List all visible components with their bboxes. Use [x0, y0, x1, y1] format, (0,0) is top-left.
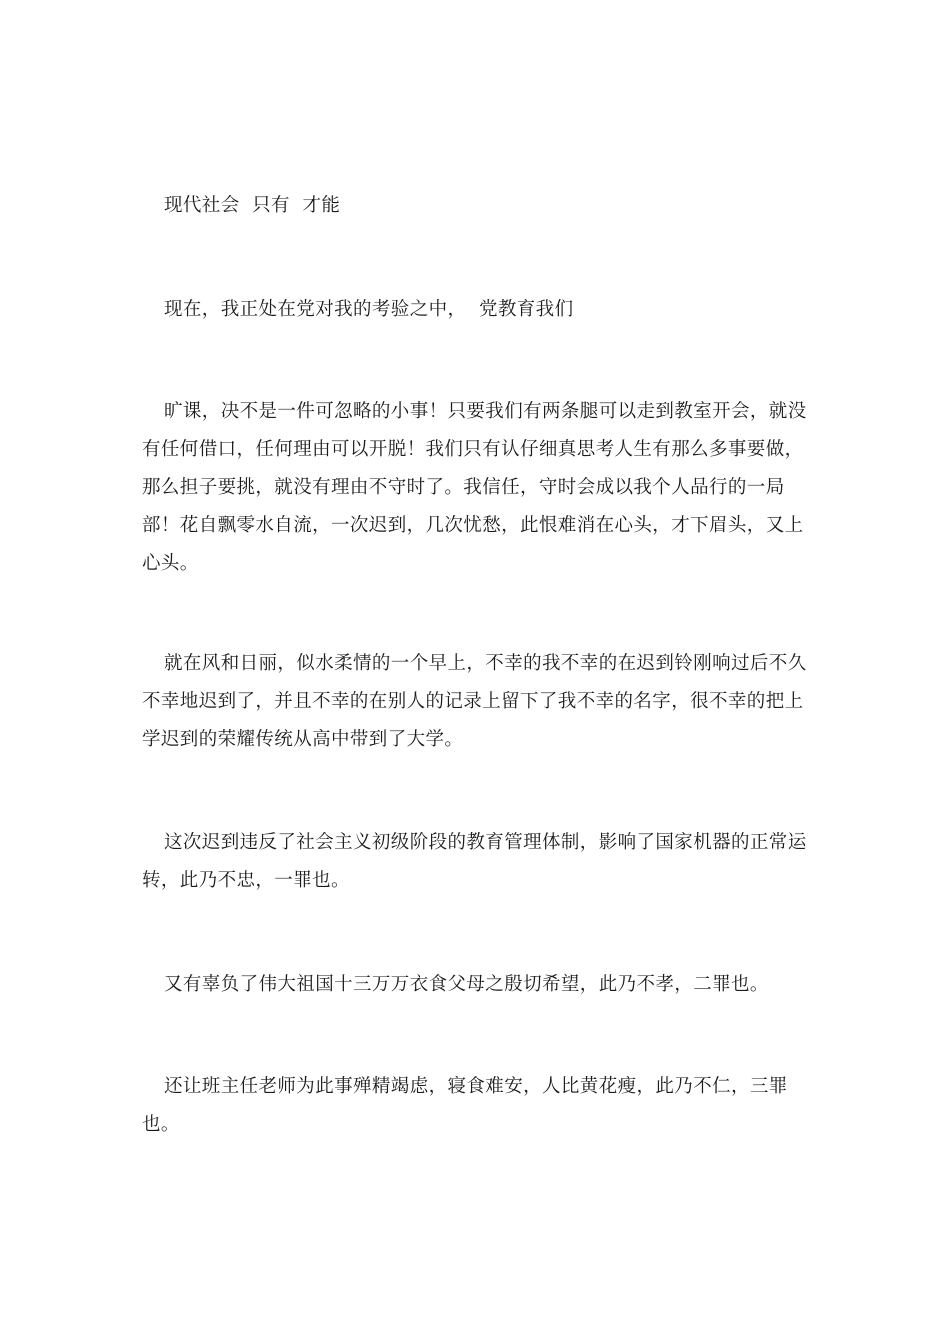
paragraph-3: 旷课，决不是一件可忽略的小事！只要我们有两条腿可以走到教室开会，就没有任何借口，任何理由可以开脱！我们只有认仔细真思考人生有那么多事要做，那么担子要挑，就没有理由不守时了。我信任，守时会成以我个人品行的一局部！花自飘零水自流，一次迟到，几次忧愁，此恨难消在心头，才下眉头，又上心头。 [142, 401, 807, 574]
paragraph-7: 还让班主任老师为此事殚精竭虑，寝食难安，人比黄花瘦，此乃不仁，三罪也。 [142, 1076, 788, 1135]
paragraph-4: 就在风和日丽，似水柔情的一个早上，不幸的我不幸的在迟到铃刚响过后不久不幸地迟到了，并且不幸的在别人的记录上留下了我不幸的名字，很不幸的把上学迟到的荣耀传统从高中带到了大学。 [142, 653, 807, 750]
paragraph-5: 这次迟到违反了社会主义初级阶段的教育管理体制，影响了国家机器的正常运转，此乃不忠，一罪也。 [142, 832, 807, 891]
paragraph-2: 现在，我正处在党对我的考验之中， 党教育我们 [164, 299, 574, 320]
paragraph-6: 又有辜负了伟大祖国十三万万衣食父母之殷切希望，此乃不孝，二罪也。 [164, 974, 769, 995]
paragraph-1: 现代社会 只有 才能 [164, 195, 341, 216]
